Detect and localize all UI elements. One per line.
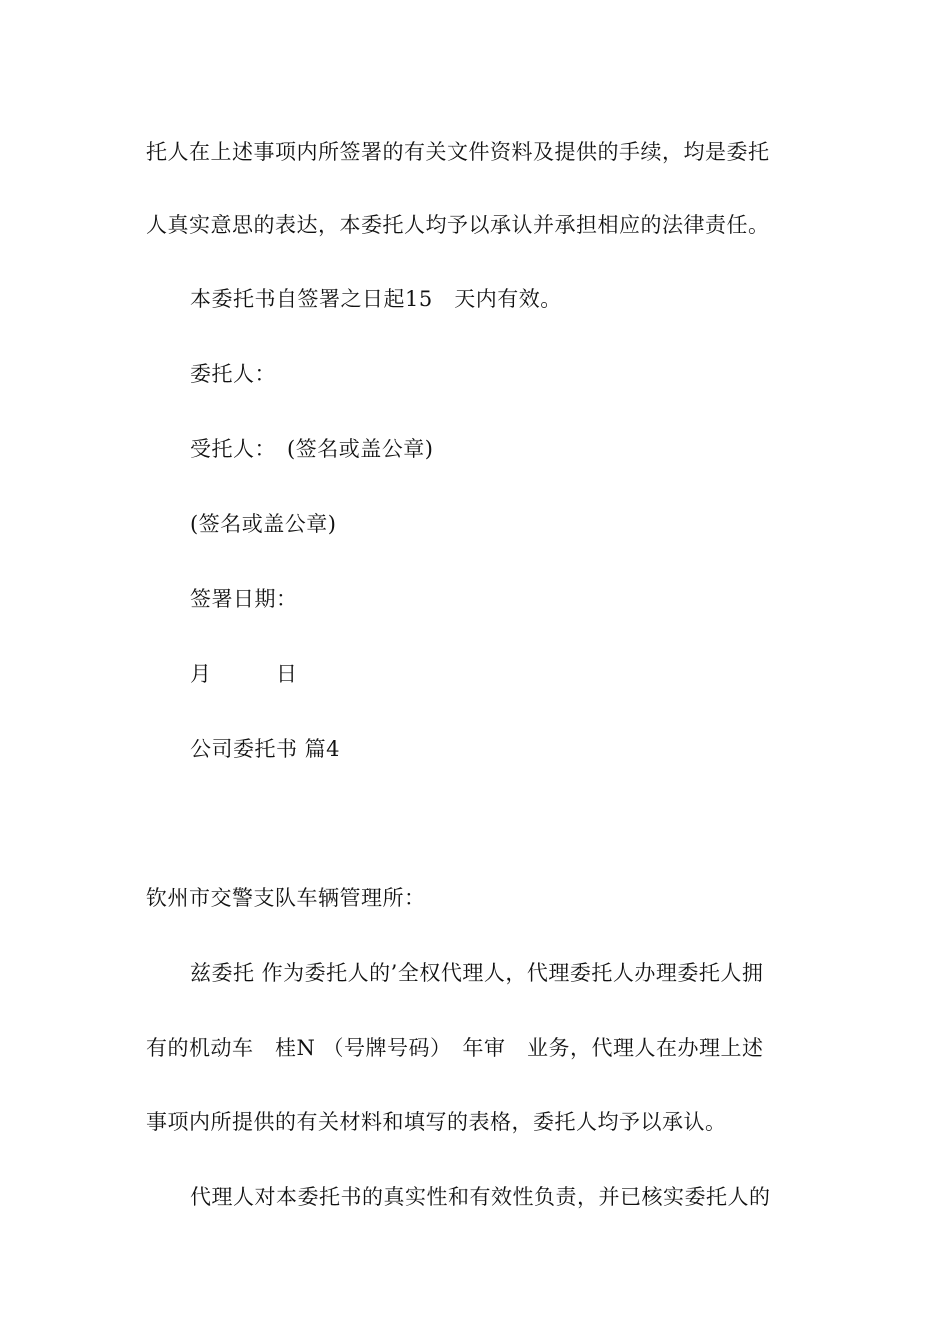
section-heading: 公司委托书 篇4 (190, 737, 341, 761)
validity-line: 本委托书自签署之日起15 天内有效。 (190, 287, 562, 311)
principal-label: 委托人： (190, 362, 276, 386)
agent-label: 受托人： (签名或盖公章) (190, 437, 434, 461)
signature-note: (签名或盖公章) (190, 512, 337, 536)
paragraph-line: 有的机动车 桂N （号牌号码） 年审 业务，代理人在办理上述 (146, 1036, 764, 1060)
date-fields: 月 日 (190, 662, 298, 686)
paragraph-line: 事项内所提供的有关材料和填写的表格，委托人均予以承认。 (146, 1110, 727, 1134)
addressee-line: 钦州市交警支队车辆管理所： (146, 886, 426, 910)
sign-date-label: 签署日期： (190, 587, 298, 611)
paragraph-line: 代理人对本委托书的真实性和有效性负责，并已核实委托人的 (190, 1185, 771, 1209)
paragraph-line: 兹委托 作为委托人的’全权代理人，代理委托人办理委托人拥 (190, 961, 764, 985)
paragraph-line: 人真实意思的表达，本委托人均予以承认并承担相应的法律责任。 (146, 213, 770, 237)
paragraph-line: 托人在上述事项内所签署的有关文件资料及提供的手续，均是委托 (146, 140, 770, 164)
